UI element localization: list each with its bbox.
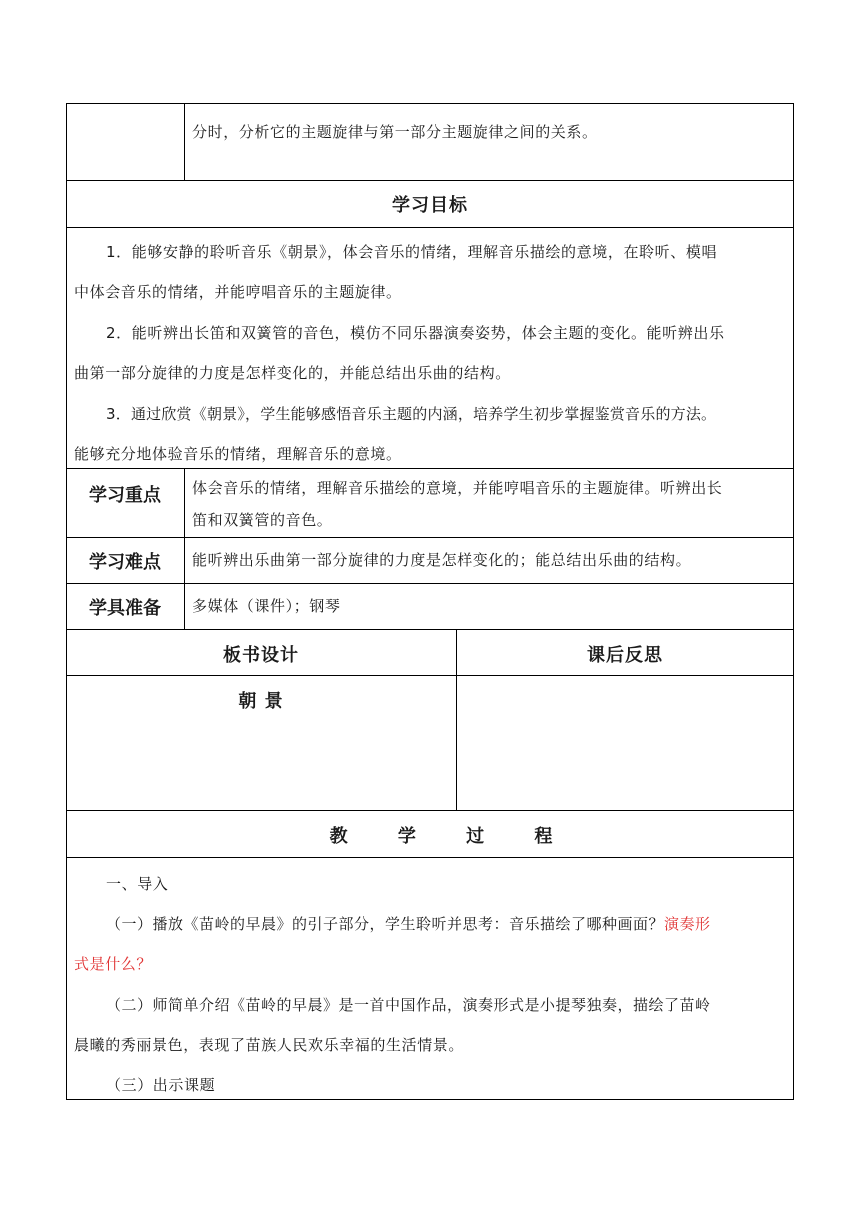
reflection-heading: 课后反思 — [587, 645, 663, 666]
row-divider — [66, 810, 794, 811]
process-item-3: （三）出示课题 — [106, 1076, 216, 1094]
row-divider — [66, 180, 794, 181]
difficulties-text: 能听辨出乐曲第一部分旋律的力度是怎样变化的；能总结出乐曲的结构。 — [192, 551, 692, 569]
process-section-intro: 一、导入 — [106, 875, 169, 893]
key-points-line2: 笛和双簧管的音色。 — [192, 511, 333, 529]
objective-1-line1: 1．能够安静的聆听音乐《朝景》，体会音乐的情绪，理解音乐描绘的意境，在聆听、模唱 — [106, 243, 718, 261]
process-heading: 教 学 过 程 — [329, 826, 575, 847]
objective-2-line1: 2．能听辨出长笛和双簧管的音色，模仿不同乐器演奏姿势，体会主题的变化。能听辨出乐 — [106, 324, 725, 342]
key-points-label: 学习重点 — [89, 485, 161, 506]
key-points-line1: 体会音乐的情绪，理解音乐描绘的意境，并能哼唱音乐的主题旋律。听辨出长 — [192, 479, 723, 497]
column-divider — [184, 103, 185, 180]
objective-3-line1: 3．通过欣赏《朝景》，学生能够感悟音乐主题的内涵，培养学生初步掌握鉴赏音乐的方法。 — [106, 405, 717, 423]
board-title: 朝 景 — [238, 691, 284, 712]
objective-1-line2: 中体会音乐的情绪，并能哼唱音乐的主题旋律。 — [74, 283, 402, 301]
materials-label: 学具准备 — [89, 598, 161, 619]
row-divider — [66, 629, 794, 630]
process-item-1-line2: 式是什么？ — [74, 955, 153, 973]
materials-text: 多媒体（课件）；钢琴 — [192, 597, 341, 615]
objectives-heading: 学习目标 — [392, 195, 468, 216]
row-divider — [66, 537, 794, 538]
row-divider — [66, 675, 794, 676]
row-divider — [66, 583, 794, 584]
process-item-1-text: （一）播放《苗岭的早晨》的引子部分，学生聆听并思考：音乐描绘了哪种画面？ — [106, 915, 665, 933]
process-item-2-line1: （二）师简单介绍《苗岭的早晨》是一首中国作品，演奏形式是小提琴独奏，描绘了苗岭 — [106, 996, 711, 1014]
objective-2-line2: 曲第一部分旋律的力度是怎样变化的，并能总结出乐曲的结构。 — [74, 364, 511, 382]
row-divider — [66, 227, 794, 228]
row-divider — [66, 857, 794, 858]
board-design-heading: 板书设计 — [223, 645, 299, 666]
column-divider — [184, 468, 185, 629]
process-item-1-highlight: 演奏形 — [664, 915, 711, 933]
top-row-text: 分时，分析它的主题旋律与第一部分主题旋律之间的关系。 — [192, 123, 598, 141]
objective-3-line2: 能够充分地体验音乐的情绪，理解音乐的意境。 — [74, 445, 402, 463]
process-item-2-line2: 晨曦的秀丽景色，表现了苗族人民欢乐幸福的生活情景。 — [74, 1036, 465, 1054]
process-item-1-line1 — [106, 904, 711, 944]
difficulties-label: 学习难点 — [89, 552, 161, 573]
